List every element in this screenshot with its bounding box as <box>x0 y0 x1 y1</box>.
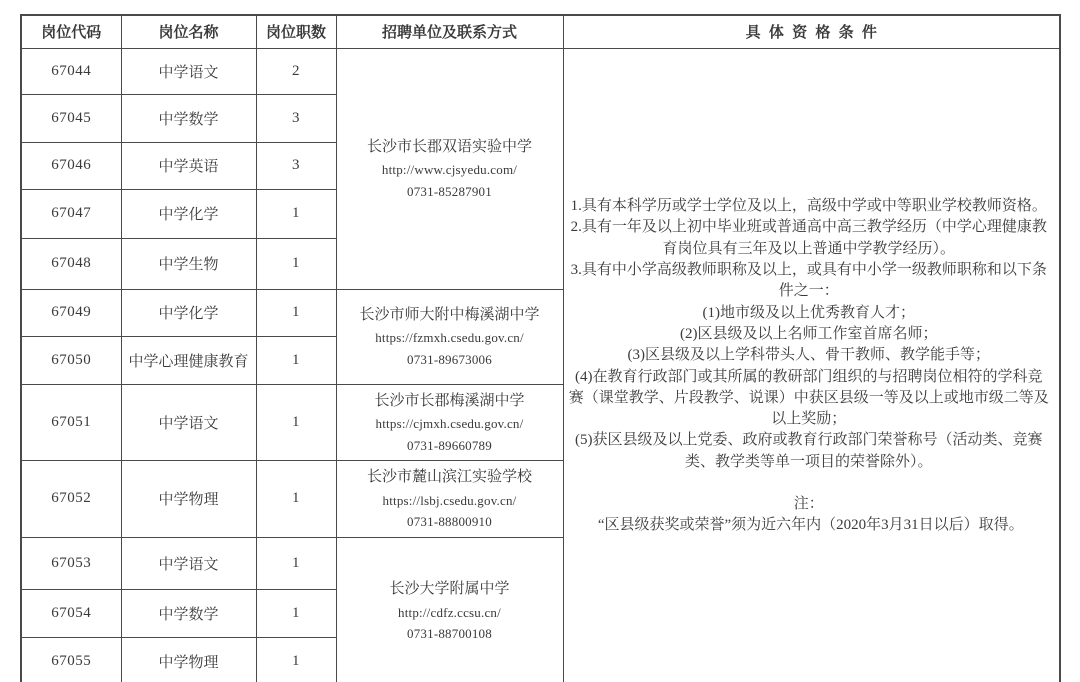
position-code-cell: 67048 <box>21 238 121 289</box>
position-count-cell: 1 <box>256 289 336 336</box>
unit-phone: 0731-89673006 <box>407 351 492 367</box>
position-code-cell: 67046 <box>21 142 121 189</box>
position-code-cell: 67052 <box>21 461 121 538</box>
unit-url: https://cjmxh.csedu.gov.cn/ <box>375 416 524 432</box>
unit-url: https://lsbj.csedu.gov.cn/ <box>382 492 517 508</box>
qualification-line: 2.具有一年及以上初中毕业班或普通高中高三教学经历（中学心理健康教育岗位具有三年及以上普通中学教学经历）。 <box>570 219 1047 257</box>
qualifications-cell <box>563 48 1060 682</box>
unit-cell <box>336 384 563 461</box>
position-name-cell: 中学物理 <box>121 461 256 538</box>
column-header-position-count: 岗位职数 <box>256 15 336 48</box>
position-name-cell: 中学心理健康教育 <box>121 336 256 384</box>
position-count-cell: 3 <box>256 94 336 142</box>
position-count-cell: 2 <box>256 48 336 94</box>
column-header-position-code: 岗位代码 <box>21 15 121 48</box>
unit-name: 长沙市师大附中梅溪湖中学 <box>359 306 540 323</box>
position-name-cell: 中学数学 <box>121 94 256 142</box>
column-header-recruiting-unit: 招聘单位及联系方式 <box>336 15 563 48</box>
position-code-cell: 67055 <box>21 637 121 682</box>
position-count-cell: 1 <box>256 537 336 589</box>
column-header-qualifications: 具体资格条件 <box>563 15 1060 48</box>
unit-url: http://cdfz.ccsu.cn/ <box>398 604 501 620</box>
note-text: “区县级获奖或荣誉”须为近六年内（2020年3月31日以后）取得。 <box>597 517 1024 534</box>
position-count-cell: 1 <box>256 589 336 637</box>
unit-name: 长沙大学附属中学 <box>389 581 510 598</box>
unit-cell <box>336 537 563 682</box>
position-code-cell: 67047 <box>21 189 121 238</box>
position-code-cell: 67044 <box>21 48 121 94</box>
position-name-cell: 中学化学 <box>121 289 256 336</box>
positions-table-body <box>21 48 1060 682</box>
position-code-cell: 67050 <box>21 336 121 384</box>
unit-url: https://fzmxh.csedu.gov.cn/ <box>375 330 524 346</box>
unit-name: 长沙市麓山滨江实验学校 <box>366 469 532 486</box>
position-count-cell: 1 <box>256 189 336 238</box>
position-count-cell: 3 <box>256 142 336 189</box>
unit-url: http://www.cjsyedu.com/ <box>381 162 518 178</box>
note-label: 注： <box>793 496 824 512</box>
position-name-cell: 中学数学 <box>121 589 256 637</box>
position-code-cell: 67054 <box>21 589 121 637</box>
position-name-cell: 中学语文 <box>121 48 256 94</box>
position-name-cell: 中学生物 <box>121 238 256 289</box>
position-count-cell: 1 <box>256 637 336 682</box>
table-row <box>21 48 1060 94</box>
position-name-cell: 中学英语 <box>121 142 256 189</box>
unit-phone: 0731-88800910 <box>407 514 492 530</box>
position-count-cell: 1 <box>256 461 336 538</box>
column-header-position-name: 岗位名称 <box>121 15 256 48</box>
qualification-line: 1.具有本科学历或学士学位及以上，高级中学或中等职业学校教师资格。 <box>570 198 1047 215</box>
position-count-cell: 1 <box>256 336 336 384</box>
position-code-cell: 67053 <box>21 537 121 589</box>
qualification-line: (3)区县级及以上学科带头人、骨干教师、教学能手等； <box>627 347 990 364</box>
position-code-cell: 67051 <box>21 384 121 461</box>
position-name-cell: 中学物理 <box>121 637 256 682</box>
unit-cell <box>336 48 563 289</box>
position-count-cell: 1 <box>256 238 336 289</box>
unit-phone: 0731-89660789 <box>407 437 492 453</box>
qualification-line: (4)在教育行政部门或其所属的教研部门组织的与招聘岗位相符的学科竞赛（课堂教学、片段教学、说课）中获区县级一等及以上或地市级二等及以上奖励； <box>568 368 1049 428</box>
position-name-cell: 中学语文 <box>121 384 256 461</box>
qualification-line: 3.具有中小学高级教师职称及以上，或具有中小学一级教师职称和以下条件之一： <box>570 262 1047 300</box>
position-count-cell: 1 <box>256 384 336 461</box>
position-name-cell: 中学化学 <box>121 189 256 238</box>
qualification-line: (1)地市级及以上优秀教育人才； <box>702 304 915 321</box>
unit-phone: 0731-85287901 <box>407 183 492 199</box>
qualification-line: (2)区县级及以上名师工作室首席名师； <box>680 325 938 342</box>
unit-name: 长沙市长郡双语实验中学 <box>366 138 532 155</box>
unit-phone: 0731-88700108 <box>407 626 492 642</box>
unit-cell <box>336 461 563 538</box>
unit-name: 长沙市长郡梅溪湖中学 <box>374 392 525 409</box>
position-code-cell: 67045 <box>21 94 121 142</box>
unit-cell <box>336 289 563 384</box>
qualification-line: (5)获区县级及以上党委、政府或教育行政部门荣誉称号（活动类、竞赛类、教学类等单一项目的荣誉除外）。 <box>575 432 1043 470</box>
header-row <box>21 15 1060 48</box>
positions-table <box>20 14 1061 682</box>
position-code-cell: 67049 <box>21 289 121 336</box>
position-name-cell: 中学语文 <box>121 537 256 589</box>
